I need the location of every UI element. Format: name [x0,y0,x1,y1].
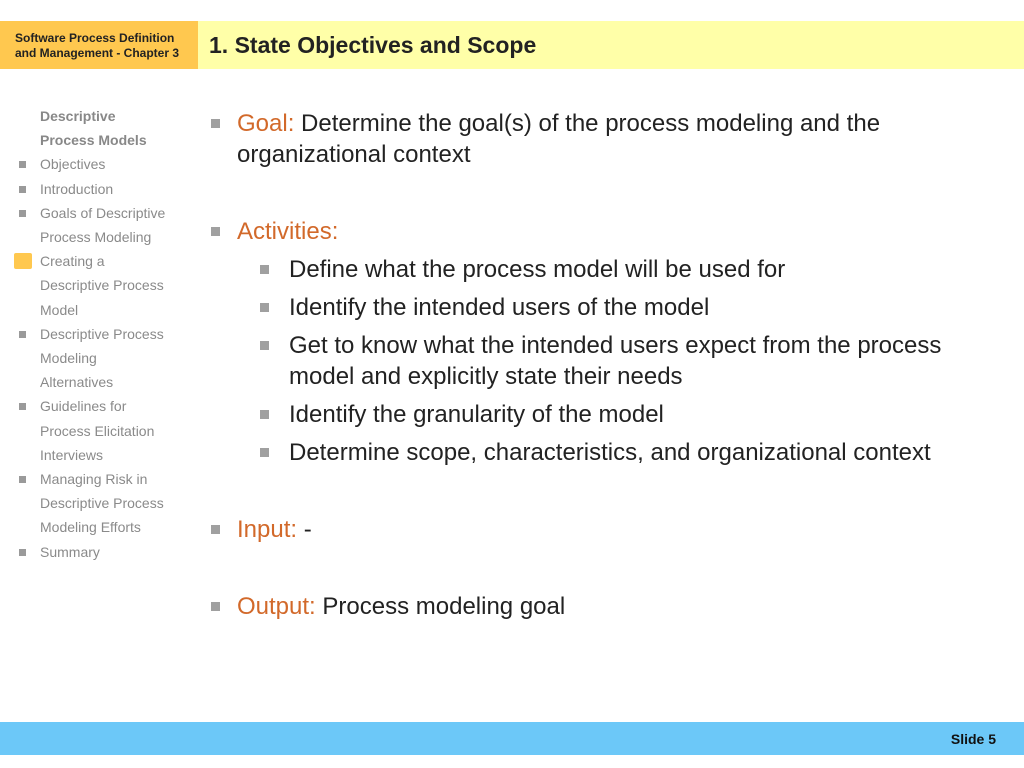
input-text: - [303,516,312,543]
bullet-icon [19,403,26,410]
sidebar-item-label: Summary [40,543,100,560]
slide-content [205,108,1005,622]
top-strip [0,0,1024,21]
sidebar-item[interactable] [0,346,198,370]
sidebar-item[interactable] [0,491,198,515]
bullet-icon [260,410,269,419]
sidebar-item[interactable] [0,177,198,201]
activity-text: Determine scope, characteristics, and organizational context [289,439,931,466]
activity-text: Get to know what the intended users expect from the process [289,332,942,359]
sidebar-item-label: Model [40,301,79,318]
output-label: Output: [237,593,316,620]
sidebar-item-label: Goals of Descriptive [40,204,166,221]
sidebar-item[interactable] [0,419,198,443]
sidebar-item-label: Objectives [40,156,106,173]
bullet-icon [19,476,26,483]
title-bar [198,21,1024,69]
bullet-icon [19,186,26,193]
slide-number: Slide 5 [950,731,996,747]
sidebar-item[interactable] [0,443,198,467]
sidebar-item[interactable] [0,249,198,273]
course-label-line-1: Software Process Definition [15,31,175,45]
goal-item [205,108,1005,170]
sidebar-item-label: Managing Risk in [40,471,148,488]
sidebar-item[interactable] [0,370,198,394]
sidebar-item[interactable] [0,467,198,491]
bullet-icon [19,549,26,556]
input-item [205,514,1005,545]
goal-text-line-2: organizational context [237,141,471,168]
bullet-icon [19,210,26,217]
sidebar-list [0,152,198,563]
activities-label: Activities: [237,218,339,245]
bullet-icon [211,602,220,611]
activity-item [205,399,1005,430]
sidebar-item[interactable] [0,394,198,418]
sidebar-item-label: Process Elicitation [40,422,155,439]
sidebar-item[interactable] [0,273,198,297]
sidebar-item[interactable] [0,201,198,225]
sidebar-item-label: Modeling [40,350,97,367]
activity-text: Define what the process model will be used for [289,256,786,283]
sidebar-item[interactable] [0,298,198,322]
input-label: Input: [237,516,298,543]
bullet-icon [211,227,220,236]
sidebar-item-label: Descriptive Process [40,325,164,342]
sidebar-heading-line-1: Descriptive [40,108,116,124]
bullet-icon [211,525,220,534]
slide-title: 1. State Objectives and Scope [209,32,537,58]
bullet-icon [260,448,269,457]
sidebar-heading-line-2: Process Models [40,132,147,149]
output-item [205,591,1005,622]
activity-text: Identify the granularity of the model [289,401,664,428]
sidebar-item-label: Alternatives [40,374,114,391]
footer-bar [0,722,1024,755]
activity-item [205,437,1005,468]
sidebar-item-label: Modeling Efforts [40,519,141,536]
sidebar-item[interactable] [0,515,198,539]
sidebar-item-label: Introduction [40,180,114,197]
sidebar-item[interactable] [0,322,198,346]
course-label-line-2: and Management - Chapter 3 [15,46,180,60]
activities-list [205,254,1005,468]
sidebar-item[interactable] [0,540,198,564]
sidebar-item-label: Interviews [40,446,104,463]
goal-label: Goal: [237,110,295,137]
activity-text: model and explicitly state their needs [289,363,683,390]
current-section-marker-icon [14,253,32,269]
bullet-icon [19,161,26,168]
activity-item [205,254,1005,285]
goal-text: Determine the goal(s) of the process modeling and the [301,110,881,137]
sidebar-item[interactable] [0,225,198,249]
sidebar-item-label: Guidelines for [40,398,127,415]
sidebar-item[interactable] [0,152,198,176]
activity-text: Identify the intended users of the model [289,294,710,321]
bullet-icon [260,341,269,350]
bullet-icon [211,119,220,128]
bullet-icon [260,265,269,274]
sidebar-item-label: Descriptive Process [40,495,164,512]
activities-item [205,216,1005,247]
sidebar-item-label: Creating a [40,253,105,270]
bullet-icon [260,303,269,312]
sidebar-item-label: Process Modeling [40,229,152,246]
output-text: Process modeling goal [322,593,566,620]
course-label [0,21,198,69]
bullet-icon [19,331,26,338]
sidebar-item-label: Descriptive Process [40,277,164,294]
activity-item [205,330,1005,392]
activity-item [205,292,1005,323]
sidebar-outline [0,104,198,564]
